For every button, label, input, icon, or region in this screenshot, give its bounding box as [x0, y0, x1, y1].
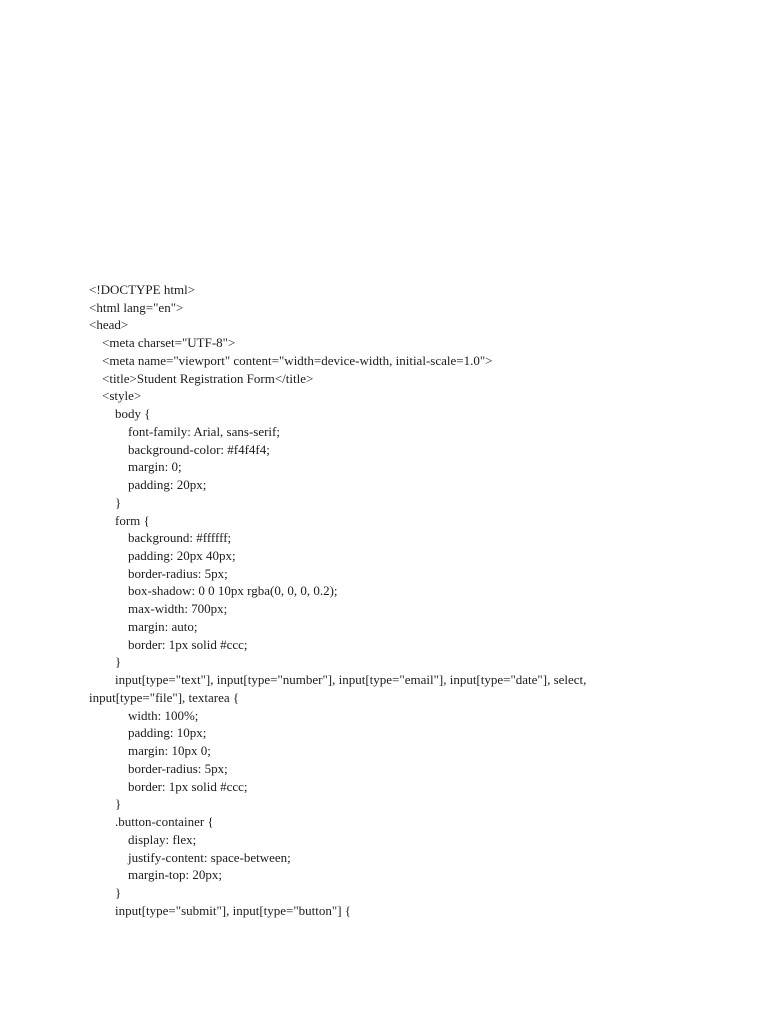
code-line: body {	[89, 406, 151, 422]
code-text-block	[89, 281, 586, 919]
code-line: box-shadow: 0 0 10px rgba(0, 0, 0, 0.2);	[89, 583, 338, 599]
code-line: font-family: Arial, sans-serif;	[89, 423, 280, 439]
code-line: <meta charset="UTF-8">	[89, 335, 236, 351]
code-line: background-color: #f4f4f4;	[89, 441, 270, 457]
code-line: <style>	[89, 388, 142, 404]
code-line: <!DOCTYPE html>	[89, 282, 196, 297]
code-line: }	[89, 796, 122, 812]
code-line: }	[89, 654, 122, 670]
code-line: margin: auto;	[89, 618, 198, 634]
code-line: }	[89, 884, 122, 900]
code-line: padding: 10px;	[89, 725, 207, 741]
code-line: display: flex;	[89, 831, 197, 847]
code-line: <head>	[89, 317, 129, 333]
code-line: <html lang="en">	[89, 299, 184, 315]
code-line: <meta name="viewport" content="width=device-width, initial-scale=1.0">	[89, 352, 493, 368]
code-line: input[type="text"], input[type="number"], input[type="email"], input[type="date"], select,	[89, 672, 587, 688]
code-line: width: 100%;	[89, 707, 199, 723]
code-line: border: 1px solid #ccc;	[89, 778, 248, 794]
code-line: border: 1px solid #ccc;	[89, 636, 248, 652]
code-line: form {	[89, 512, 150, 528]
code-line: max-width: 700px;	[89, 601, 228, 617]
code-line: <title>Student Registration Form</title>	[89, 370, 314, 386]
code-line: }	[89, 494, 122, 510]
code-line: padding: 20px 40px;	[89, 548, 236, 564]
code-line: margin-top: 20px;	[89, 867, 223, 883]
code-line: padding: 20px;	[89, 477, 207, 493]
code-line: background: #ffffff;	[89, 530, 232, 546]
code-line: border-radius: 5px;	[89, 760, 228, 776]
code-line: margin: 0;	[89, 459, 182, 475]
code-line: margin: 10px 0;	[89, 743, 211, 759]
code-line: input[type="submit"], input[type="button"] {	[89, 902, 352, 918]
code-line: justify-content: space-between;	[89, 849, 291, 865]
code-line: .button-container {	[89, 814, 214, 830]
code-line: border-radius: 5px;	[89, 565, 228, 581]
code-line: input[type="file"], textarea {	[89, 689, 240, 705]
